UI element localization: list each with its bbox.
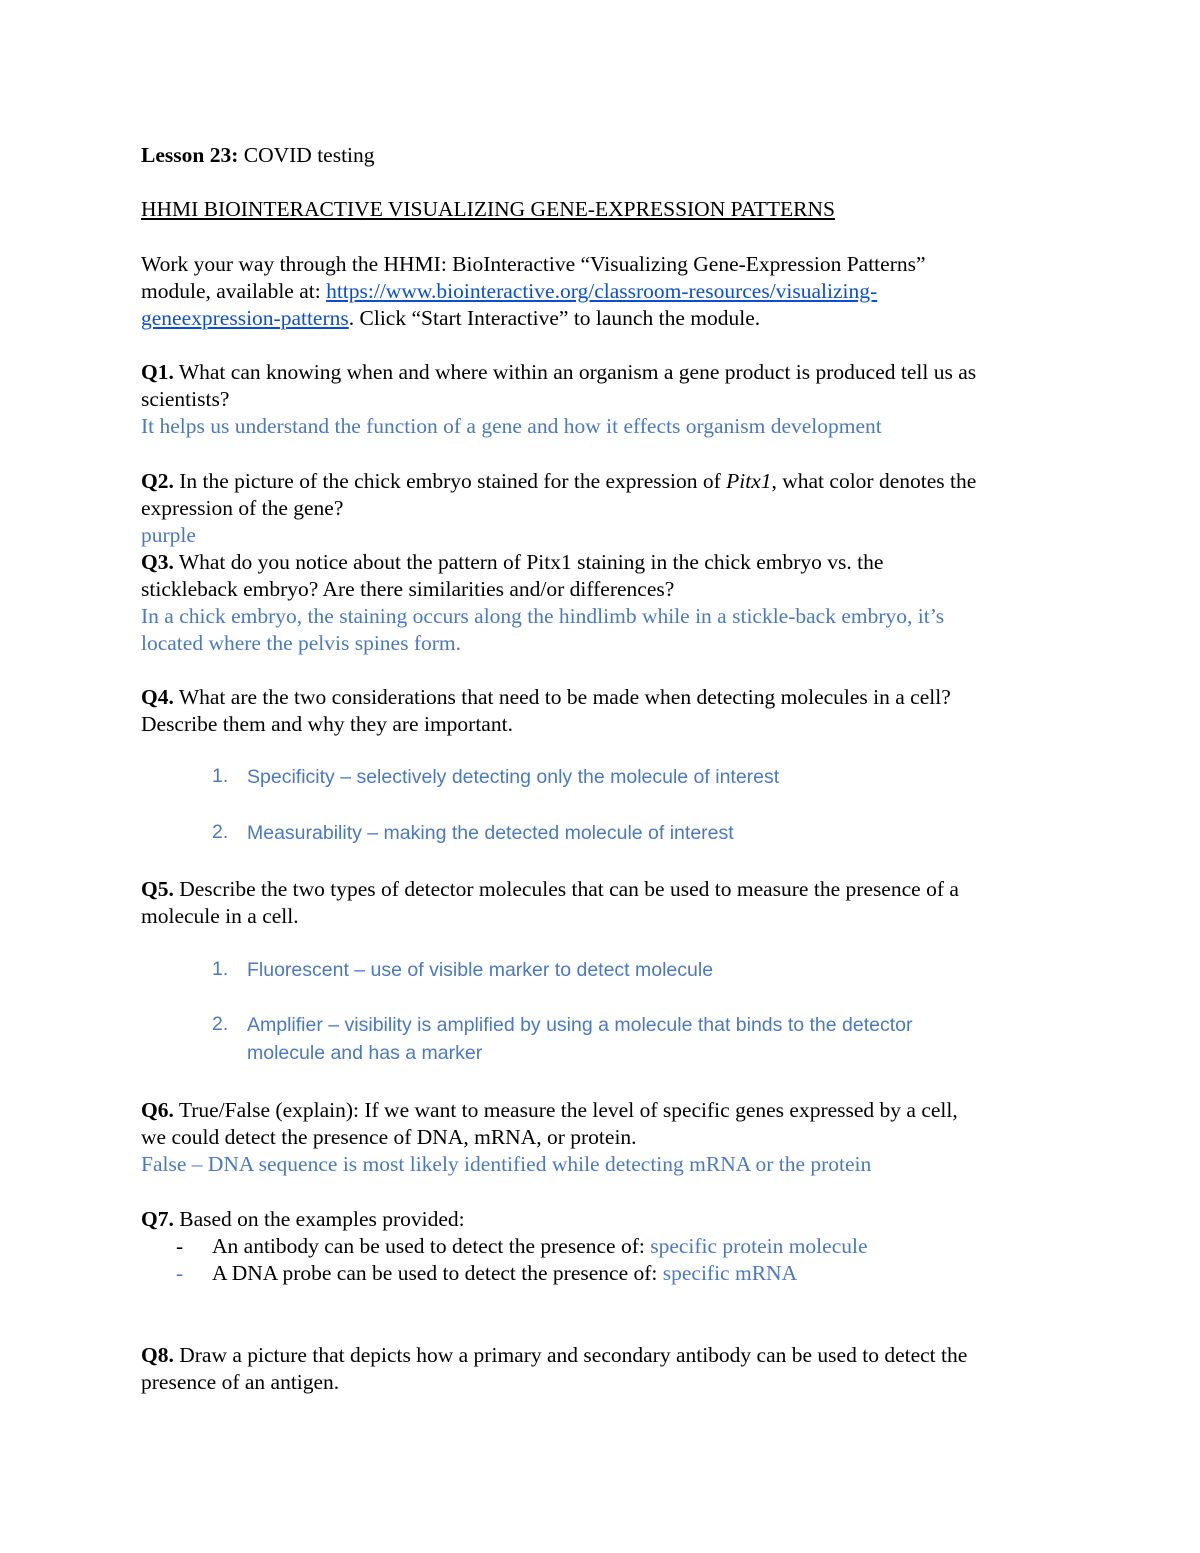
q5-item-2-cont: molecule and has a marker	[247, 1042, 483, 1064]
q3-answer: In a chick embryo, the staining occurs along the hindlimb while in a stickle-back embryo, it’s	[141, 604, 945, 628]
q7-bullet-2: A DNA probe can be used to detect the presence of: specific mRNA	[212, 1261, 798, 1285]
q4-question: Q4. What are the two considerations that need to be made when detecting molecules in a cell?	[141, 685, 951, 709]
q3-answer-cont: located where the pelvis spines form.	[141, 631, 462, 655]
q8-question: Q8. Draw a picture that depicts how a primary and secondary antibody can be used to detect the	[141, 1343, 968, 1367]
intro-line-3: geneexpression-patterns. Click “Start Interactive” to launch the module.	[141, 306, 761, 330]
q5-item-1: Fluorescent – use of visible marker to detect molecule	[247, 959, 714, 981]
q2-answer: purple	[141, 523, 196, 547]
q7-bullet-2-dash: -	[176, 1261, 184, 1285]
lesson-topic: COVID testing	[243, 143, 375, 167]
q4-question-cont: Describe them and why they are important.	[141, 712, 513, 736]
q5-item-2-number: 2.	[212, 1013, 229, 1035]
q4-item-2: Measurability – making the detected molecule of interest	[247, 822, 734, 844]
intro-line-2: module, available at: https://www.biointeractive.org/classroom-resources/visualizing-	[141, 279, 878, 303]
q6-question: Q6. True/False (explain): If we want to measure the level of specific genes expressed by a cell,	[141, 1098, 958, 1122]
q7-answer-2: specific mRNA	[662, 1261, 798, 1285]
q5-item-1-number: 1.	[212, 958, 229, 980]
module-link[interactable]: https://www.biointeractive.org/classroom-resources/visualizing-	[326, 279, 878, 303]
q7-bullet-1-dash: -	[176, 1234, 184, 1258]
q3-question-cont: stickleback embryo? Are there similarities and/or differences?	[141, 577, 675, 601]
q1-answer: It helps us understand the function of a gene and how it effects organism development	[141, 414, 882, 438]
q2-question-cont: expression of the gene?	[141, 496, 344, 520]
module-link-continued[interactable]: geneexpression-patterns	[141, 306, 349, 330]
lesson-title	[141, 142, 375, 169]
q6-answer: False – DNA sequence is most likely identified while detecting mRNA or the protein	[141, 1152, 872, 1176]
module-heading: HHMI BIOINTERACTIVE VISUALIZING GENE-EXPRESSION PATTERNS	[141, 197, 835, 221]
q7-answer-1: specific protein molecule	[650, 1234, 868, 1258]
q1-question: Q1. What can knowing when and where within an organism a gene product is produced tell us as	[141, 360, 977, 384]
q2-question: Q2. In the picture of the chick embryo stained for the expression of Pitx1, what color denotes the	[141, 469, 977, 493]
q8-question-cont: presence of an antigen.	[141, 1370, 340, 1394]
q4-item-1: Specificity – selectively detecting only the molecule of interest	[247, 766, 780, 788]
lesson-label: Lesson 23:	[141, 143, 239, 167]
q5-question: Q5. Describe the two types of detector molecules that can be used to measure the presence of a	[141, 877, 959, 901]
q7-bullet-1: An antibody can be used to detect the presence of: specific protein molecule	[212, 1234, 868, 1258]
q4-item-1-number: 1.	[212, 765, 229, 787]
q5-question-cont: molecule in a cell.	[141, 904, 299, 928]
q7-question: Q7. Based on the examples provided:	[141, 1207, 465, 1231]
q5-item-2: Amplifier – visibility is amplified by using a molecule that binds to the detector	[247, 1014, 913, 1036]
q4-item-2-number: 2.	[212, 821, 229, 843]
q3-question: Q3. What do you notice about the pattern of Pitx1 staining in the chick embryo vs. the	[141, 550, 884, 574]
q1-question-cont: scientists?	[141, 387, 230, 411]
intro-line-1: Work your way through the HHMI: BioInteractive “Visualizing Gene-Expression Patterns”	[141, 252, 926, 276]
q6-question-cont: we could detect the presence of DNA, mRNA, or protein.	[141, 1125, 637, 1149]
